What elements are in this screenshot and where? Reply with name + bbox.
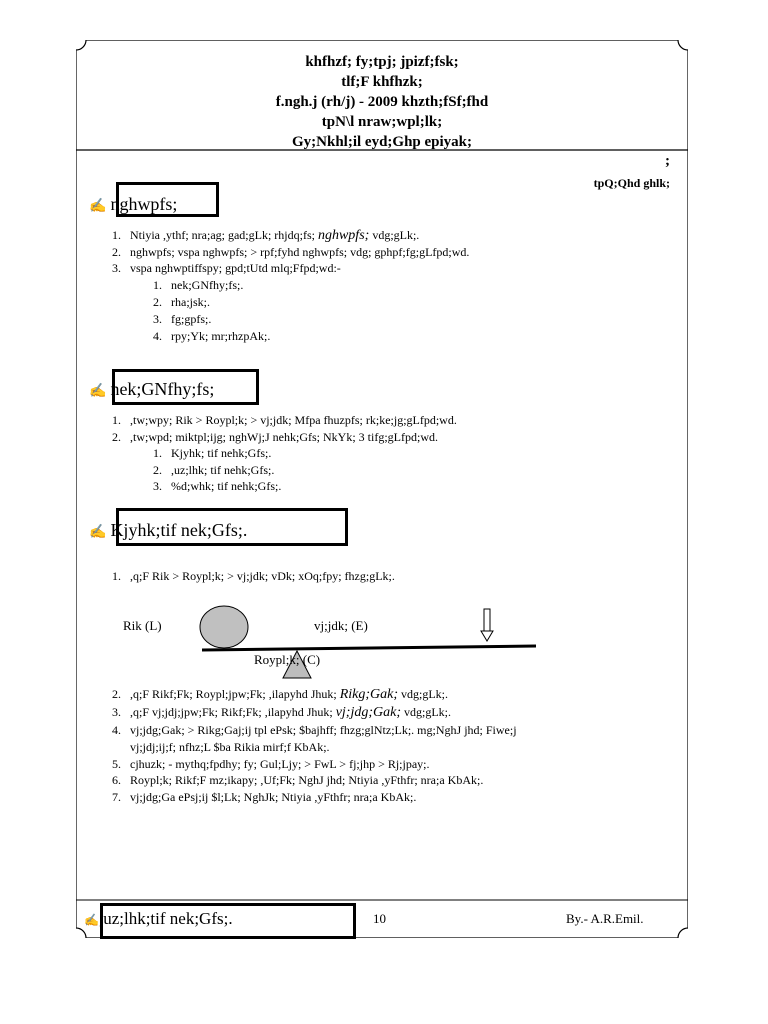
- lever-bar: [202, 646, 536, 650]
- sub-list-item: 2. rha;jsk;.: [153, 295, 210, 309]
- sub-list-item: 1. Kjyhk; tif nehk;Gfs;.: [153, 446, 272, 460]
- list-item: 2. ,tw;wpd; miktpl;ijg; nghWj;J nehk;Gfs; NkYk; 3 tifg;gLfpd;wd.: [112, 430, 438, 444]
- list-item: 2. nghwpfs; vspa nghwpfs; > rpf;fyhd nghwpfs; vdg; gphpf;fg;gLfpd;wd.: [112, 245, 470, 259]
- header-line-2: tlf;F khfhzk;: [341, 74, 423, 90]
- pencil-icon: ✍: [84, 913, 99, 927]
- list-item: 3. ,q;F vj;jdj;jpw;Fk; Rikf;Fk; ,ilapyhd Jhuk; vj;jdg;Gak; vdg;gLk;.: [112, 705, 452, 720]
- list-item: vj;jdj;ij;f; nfhz;L $ba Rikia mirf;f KbAk;.: [130, 740, 330, 754]
- header-line-3: f.ngh.j (rh/j) - 2009 khzth;fSf;fhd: [275, 94, 489, 110]
- effort-label: vj;jdk; (E): [314, 618, 368, 633]
- header-semicolon: ;: [665, 153, 670, 169]
- next-section-preview: ✍,uz;lhk;tif nek;Gfs;.: [84, 909, 233, 928]
- sub-list-item: 4. rpy;Yk; mr;rhzpAk;.: [153, 329, 271, 343]
- sub-list-item: 3. fg;gpfs;.: [153, 312, 212, 326]
- header-line-1: khfhzf; fy;tpj; jpizf;fsk;: [305, 54, 459, 70]
- load-circle: [200, 606, 248, 648]
- section-2-title: nek;GNfhy;fs;: [110, 379, 215, 399]
- list-item: 4. vj;jdg;Gak; > Rikg;Gaj;ij tpl ePsk; $bajhff; fhzg;glNtz;Lk;. mg;NghJ jhd; Fiwe;j: [112, 723, 517, 737]
- section-3-title: Kjyhk;tif nek;Gfs;.: [110, 520, 248, 540]
- sub-list-item: 3. %d;whk; tif nehk;Gfs;.: [153, 479, 282, 493]
- header-line-4: tpN\l nraw;wpl;lk;: [321, 114, 443, 130]
- subject-label: tpQ;Qhd ghlk;: [593, 176, 670, 190]
- first-class-lever-diagram: [190, 600, 550, 685]
- fulcrum-label: Roypl;k; (C): [254, 652, 321, 667]
- author-credit: By.- A.R.Emil.: [566, 911, 644, 926]
- list-item: 1. ,tw;wpy; Rik > Roypl;k; > vj;jdk; Mfpa fhuzpfs; rk;ke;jg;gLfpd;wd.: [112, 413, 457, 427]
- sub-list-item: 1. nek;GNfhy;fs;.: [153, 278, 244, 292]
- list-item: 1. Ntiyia ,ythf; nra;ag; gad;gLk; rhjdq;fs; nghwpfs; vdg;gLk;.: [112, 228, 420, 243]
- list-item: 1. ,q;F Rik > Roypl;k; > vj;jdk; vDk; xOq;fpy; fhzg;gLk;.: [112, 569, 395, 583]
- section-1-title: nghwpfs;: [110, 194, 178, 214]
- header-line-5: Gy;Nkhl;il eyd;Ghp epiyak;: [291, 134, 473, 150]
- pencil-icon: ✍: [89, 199, 107, 214]
- section-2-heading: [89, 378, 214, 403]
- pencil-icon: ✍: [89, 384, 107, 399]
- list-item: 6. Roypl;k; Rikf;F mz;ikapy; ,Uf;Fk; NghJ jhd; Ntiyia ,yFthfr; nra;a KbAk;.: [112, 773, 484, 787]
- load-label: Rik (L): [123, 618, 162, 633]
- document-header: [78, 52, 686, 152]
- sub-list-item: 2. ,uz;lhk; tif nehk;Gfs;.: [153, 463, 275, 477]
- page-number: 10: [373, 911, 386, 926]
- list-item: 7. vj;jdg;Ga ePsj;ij $l;Lk; NghJk; Ntiyia ,yFthfr; nra;a KbAk;.: [112, 790, 417, 804]
- list-item: 2. ,q;F Rikf;Fk; Roypl;jpw;Fk; ,ilapyhd Jhuk; Rikg;Gak; vdg;gLk;.: [112, 687, 449, 702]
- pencil-icon: ✍: [89, 525, 107, 540]
- list-item: 5. cjhuzk; - mythq;fpdhy; fy; Gul;Ljy; > FwL > fj;jhp > Rj;jpay;.: [112, 757, 430, 771]
- section-3-heading: [89, 519, 247, 544]
- section-1-heading: [89, 193, 177, 218]
- list-item: 3. vspa nghwptiffspy; gpd;tUtd mlq;Ffpd;wd:-: [112, 261, 341, 275]
- effort-arrow-icon: [481, 609, 493, 641]
